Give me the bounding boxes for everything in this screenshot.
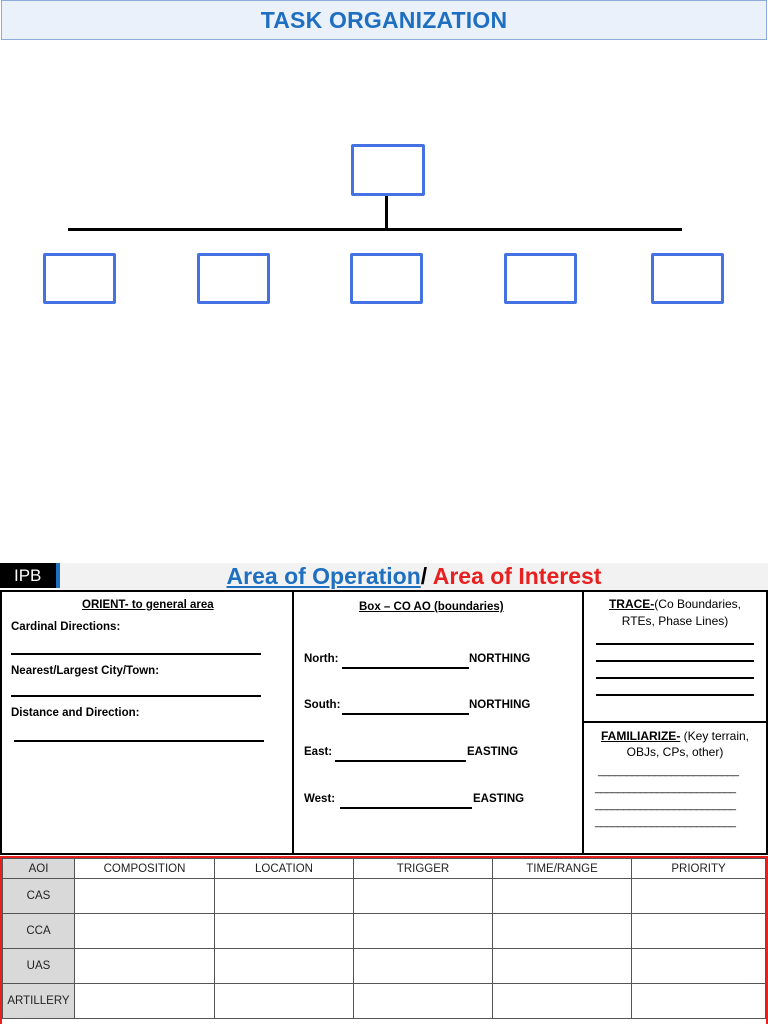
aoi-row-label: CCA (3, 914, 75, 949)
west-entry-line[interactable] (340, 807, 472, 809)
south-entry-line[interactable] (342, 713, 469, 715)
aoi-table-header-row (3, 859, 766, 879)
column-header-location: LOCATION (215, 859, 354, 879)
west-label: West: (304, 793, 339, 805)
familiarize-blank-line[interactable]: _________________________ (595, 816, 736, 828)
org-chart-vertical-connector (385, 196, 388, 230)
north-suffix: NORTHING (469, 653, 531, 665)
table-cell[interactable] (75, 949, 215, 984)
table-cell[interactable] (215, 949, 354, 984)
familiarize-heading-rest: (Key terrain, (680, 729, 750, 743)
orient-field-label: Cardinal Directions: (11, 621, 121, 633)
trace-heading-line (584, 597, 766, 611)
table-cell[interactable] (632, 949, 766, 984)
orient-field-label: Distance and Direction: (11, 707, 140, 719)
org-chart-horizontal-connector (68, 228, 682, 231)
east-entry-line[interactable] (335, 760, 466, 762)
trace-heading-rest: (Co Boundaries, (654, 597, 742, 611)
org-chart-sub-box[interactable] (43, 253, 116, 304)
aoi-row-label: ARTILLERY (3, 984, 75, 1019)
aoi-row-label: CAS (3, 879, 75, 914)
trace-line[interactable] (596, 694, 754, 696)
trace-heading: TRACE- (608, 597, 655, 611)
ipb-tag (0, 563, 60, 588)
familiarize-blank-line[interactable]: _________________________ (598, 765, 739, 777)
table-cell[interactable] (75, 984, 215, 1019)
trace-line[interactable] (596, 643, 754, 645)
table-cell[interactable] (215, 914, 354, 949)
familiarize-blank-line[interactable]: _________________________ (595, 782, 736, 794)
table-cell[interactable] (632, 914, 766, 949)
trace-subheading: RTEs, Phase Lines) (621, 614, 729, 628)
ipb-tag-label: IPB (14, 565, 42, 585)
org-chart-sub-box[interactable] (651, 253, 724, 304)
table-cell[interactable] (354, 949, 493, 984)
box-heading: Box – CO AO (boundaries) (359, 601, 504, 613)
table-row (3, 879, 766, 914)
org-chart-sub-box[interactable] (350, 253, 423, 304)
south-suffix: NORTHING (469, 699, 531, 711)
ao-ai-banner (60, 563, 768, 590)
table-cell[interactable] (632, 984, 766, 1019)
org-chart-sub-box[interactable] (504, 253, 577, 304)
aoi-row-label: UAS (3, 949, 75, 984)
table-cell[interactable] (493, 879, 632, 914)
column-header-aoi: AOI (3, 859, 75, 879)
table-cell[interactable] (75, 879, 215, 914)
west-suffix: EASTING (473, 793, 525, 805)
trace-panel (582, 590, 768, 723)
org-chart-sub-box[interactable] (197, 253, 270, 304)
column-header-trigger: TRIGGER (354, 859, 493, 879)
north-entry-line[interactable] (342, 667, 469, 669)
nearest-city-line[interactable] (11, 695, 261, 697)
table-cell[interactable] (493, 984, 632, 1019)
east-label: East: (304, 746, 336, 758)
area-of-operation-title: Area of Operation (226, 563, 421, 589)
box-panel (292, 590, 584, 855)
column-header-time-range: TIME/RANGE (493, 859, 632, 879)
title-separator: / (420, 563, 428, 589)
familiarize-panel (582, 721, 768, 855)
trace-line[interactable] (596, 677, 754, 679)
org-chart-top-box[interactable] (351, 144, 425, 196)
aoi-table-grid (2, 858, 766, 1019)
orient-heading: ORIENT- to general area (82, 599, 214, 611)
table-cell[interactable] (354, 984, 493, 1019)
table-row (3, 984, 766, 1019)
distance-direction-line[interactable] (14, 740, 264, 742)
table-cell[interactable] (75, 914, 215, 949)
familiarize-heading: FAMILIARIZE- (600, 729, 681, 743)
cardinal-directions-line[interactable] (11, 653, 261, 655)
table-cell[interactable] (354, 914, 493, 949)
south-label: South: (304, 699, 341, 711)
familiarize-subheading: OBJs, CPs, other) (626, 745, 724, 759)
east-suffix: EASTING (467, 746, 519, 758)
table-cell[interactable] (215, 879, 354, 914)
table-cell[interactable] (354, 879, 493, 914)
task-organization-header (1, 0, 767, 40)
orient-field-label: Nearest/Largest City/Town: (11, 665, 160, 677)
orient-panel (0, 590, 294, 855)
column-header-composition: COMPOSITION (75, 859, 215, 879)
aoi-table (0, 856, 768, 1024)
table-row (3, 914, 766, 949)
task-organization-title: TASK ORGANIZATION (260, 6, 508, 33)
table-cell[interactable] (493, 914, 632, 949)
column-header-priority: PRIORITY (632, 859, 766, 879)
north-label: North: (304, 653, 339, 665)
area-of-interest-title: Area of Interest (427, 563, 602, 589)
table-cell[interactable] (215, 984, 354, 1019)
trace-line[interactable] (596, 660, 754, 662)
table-cell[interactable] (493, 949, 632, 984)
table-row (3, 949, 766, 984)
table-cell[interactable] (632, 879, 766, 914)
familiarize-blank-line[interactable]: _________________________ (595, 799, 736, 811)
familiarize-heading-line (584, 729, 766, 743)
